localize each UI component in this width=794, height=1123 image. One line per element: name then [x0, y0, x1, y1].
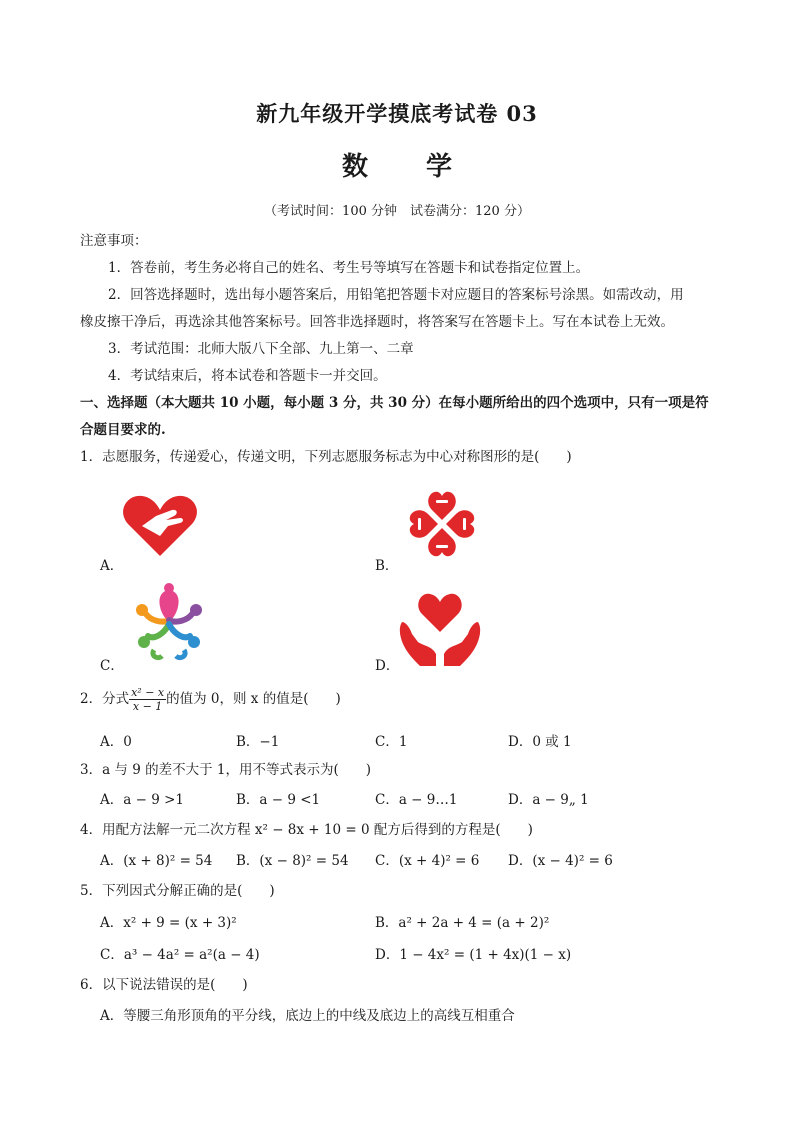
- q1-option-a: A．: [100, 558, 124, 574]
- q3-option-d: D．a − 9„ 1: [508, 792, 589, 808]
- note-4: 4．考试结束后，将本试卷和答题卡一并交回。: [108, 368, 387, 384]
- q3-option-a: A．a − 9 >1: [100, 792, 184, 808]
- subject-char-2: 学: [426, 152, 453, 182]
- q6-option-a: A．等腰三角形顶角的平分线，底边上的中线及底边上的高线互相重合: [100, 1008, 515, 1024]
- q2-option-a: A．0: [100, 734, 132, 750]
- note-2-line-1: 2．回答选择题时，选出每小题答案后，用铅笔把答题卡对应题目的答案标号涂黑。如需改动，用: [108, 287, 684, 303]
- q4-option-d: D．(x − 4)² = 6: [508, 853, 613, 869]
- subject-char-1: 数: [341, 152, 368, 182]
- question-3-stem: 3．a 与 9 的差不大于 1，用不等式表示为( ): [80, 762, 372, 778]
- q5-option-d: D．1 − 4x² = (1 + 4x)(1 − x): [375, 947, 572, 963]
- section-1-heading-cont: 合题目要求的.: [80, 422, 166, 438]
- q2-numerator: x² − x: [131, 686, 165, 699]
- q4-option-b: B．(x − 8)² = 54: [236, 853, 349, 869]
- section-1-heading: 一、选择题（本大题共 10 小题，每小题 3 分，共 30 分）在每小题所给出的四个选项中，只有一项是符: [80, 395, 709, 411]
- question-5-stem: 5．下列因式分解正确的是( ): [80, 883, 275, 899]
- q2-denominator: x − 1: [132, 700, 163, 713]
- notes-heading: 注意事项：: [80, 233, 148, 249]
- q2-suffix: 的值为 0，则 x 的值是( ): [166, 691, 341, 707]
- subject-heading: [0, 146, 794, 183]
- volunteer-logo-a: [120, 492, 200, 560]
- volunteer-logo-b: [398, 480, 486, 568]
- note-2-line-2: 橡皮擦干净后，再选涂其他答案标号。回答非选择题时，将答案写在答题卡上。写在本试卷上无效。: [80, 314, 674, 330]
- q2-option-c: C．1: [375, 734, 408, 750]
- q3-option-b: B．a − 9 <1: [236, 792, 321, 808]
- question-6-stem: 6．以下说法错误的是( ): [80, 977, 248, 993]
- q5-option-a: A．x² + 9 = (x + 3)²: [100, 915, 237, 931]
- q1-option-d: D．: [375, 658, 400, 674]
- note-1: 1．答卷前，考生务必将自己的姓名、考生号等填写在答题卡和试卷指定位置上。: [108, 260, 590, 276]
- q3-option-c: C．a − 9…1: [375, 792, 458, 808]
- q2-prefix: 2．分式: [80, 691, 130, 707]
- paper-title: 新九年级开学摸底考试卷 03: [256, 101, 538, 126]
- q4-option-c: C．(x + 4)² = 6: [375, 853, 480, 869]
- q2-option-d: D．0 或 1: [508, 734, 572, 750]
- question-1-stem: 1．志愿服务，传递爱心，传递文明，下列志愿服务标志为中心对称图形的是( ): [80, 449, 572, 465]
- exam-info: （考试时间：100 分钟 试卷满分：120 分）: [264, 204, 530, 219]
- question-2-stem: [80, 686, 341, 713]
- volunteer-logo-c: [124, 580, 214, 664]
- q2-option-b: B．−1: [236, 734, 280, 750]
- q5-option-c: C．a³ − 4a² = a²(a − 4): [100, 947, 260, 963]
- note-3: 3．考试范围：北师大版八下全部、九上第一、二章: [108, 341, 414, 357]
- q1-option-b: B．: [375, 558, 399, 574]
- question-4-stem: 4．用配方法解一元二次方程 x² − 8x + 10 = 0 配方后得到的方程是( ): [80, 822, 533, 838]
- q1-option-c: C．: [100, 658, 124, 674]
- q5-option-b: B．a² + 2a + 4 = (a + 2)²: [375, 915, 550, 931]
- volunteer-logo-d: [398, 588, 482, 668]
- q4-option-a: A．(x + 8)² = 54: [100, 853, 213, 869]
- q2-fraction: [129, 686, 166, 713]
